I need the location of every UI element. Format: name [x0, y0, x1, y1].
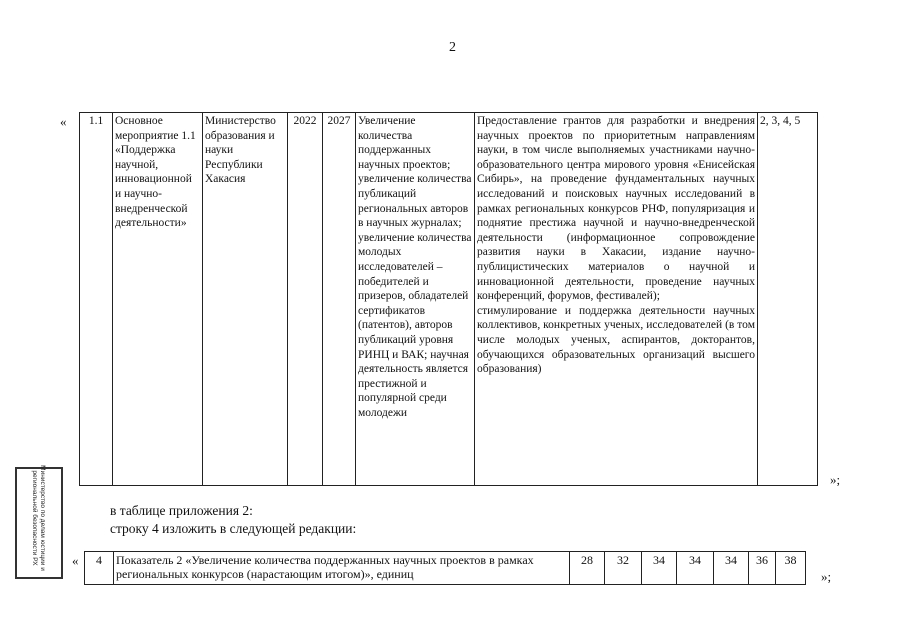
measure-table [79, 112, 818, 486]
closing-quote-2: »; [821, 569, 832, 584]
row-number-cell: 1.1 [80, 113, 113, 486]
value-cell: 34 [677, 552, 714, 585]
instruction-text [110, 502, 356, 538]
value-cell: 36 [749, 552, 776, 585]
end-year-cell: 2027 [323, 113, 356, 486]
value-cell: 34 [714, 552, 749, 585]
value-cell: 38 [776, 552, 806, 585]
value-cell: 34 [642, 552, 677, 585]
indicator-table [84, 551, 806, 585]
description-part-2: стимулирование и поддержка деятельности научных коллективов, конкретных ученых, исследователей (в том числе молодых ученых, аспирантов, докторантов, обучающихся образовательных организаций высшего образования) [477, 304, 755, 376]
value-cell: 28 [570, 552, 605, 585]
table-row [85, 552, 806, 585]
executor-cell: Министерство образования и науки Республики Хакасия [203, 113, 288, 486]
stamp-text: Министерство по делам юстиции и региональной безопасности РХ [31, 465, 46, 571]
page-number: 2 [449, 40, 456, 55]
value-cell: 32 [605, 552, 642, 585]
instruction-line-1: в таблице приложения 2: [110, 503, 253, 518]
closing-quote: »; [830, 472, 841, 487]
instruction-line-2: строку 4 изложить в следующей редакции: [110, 521, 357, 536]
opening-quote: « [60, 114, 67, 129]
indicator-name-cell: Показатель 2 «Увеличение количества поддержанных научных проектов в рамках региональных конкурсов (нарастающим итогом)», единиц [114, 552, 570, 585]
registration-stamp [15, 467, 63, 579]
description-part-1: Предоставление грантов для разработки и внедрения научных проектов по приоритетным направлениям науки, в том числе выполняемых участниками научно-образовательного центра мирового уровня «Енисейская Сибирь», на проведение фундаментальных научных исследований и поисковых научных исследований в рамках региональных конкурсов РНФ, популяризация и поднятие престижа научной и научно-внедренческой деятельности (информационное сопровождение развития науки в Хакасии, издание научно-публицистических материалов о научной и инновационной деятельности, проведение научных конференций, форумов, фестивалей); [477, 115, 755, 303]
measure-name-cell: Основное мероприятие 1.1 «Поддержка научной, инновационной и научно-внедренческой деятельности» [113, 113, 203, 486]
start-year-cell: 2022 [288, 113, 323, 486]
description-cell [475, 113, 758, 486]
indicators-cell: 2, 3, 4, 5 [758, 113, 818, 486]
indicator-number-cell: 4 [85, 552, 114, 585]
opening-quote-2: « [72, 553, 79, 568]
expected-result-cell: Увеличение количества поддержанных научных проектов; увеличение количества публикаций региональных авторов в научных журналах; увеличение количества молодых исследователей – победителей и призеров, обладателей сертификатов (патентов), авторов публикаций уровня РИНЦ и ВАК; научная деятельность является престижной и популярной среди молодежи [356, 113, 475, 486]
table-row [80, 113, 818, 486]
